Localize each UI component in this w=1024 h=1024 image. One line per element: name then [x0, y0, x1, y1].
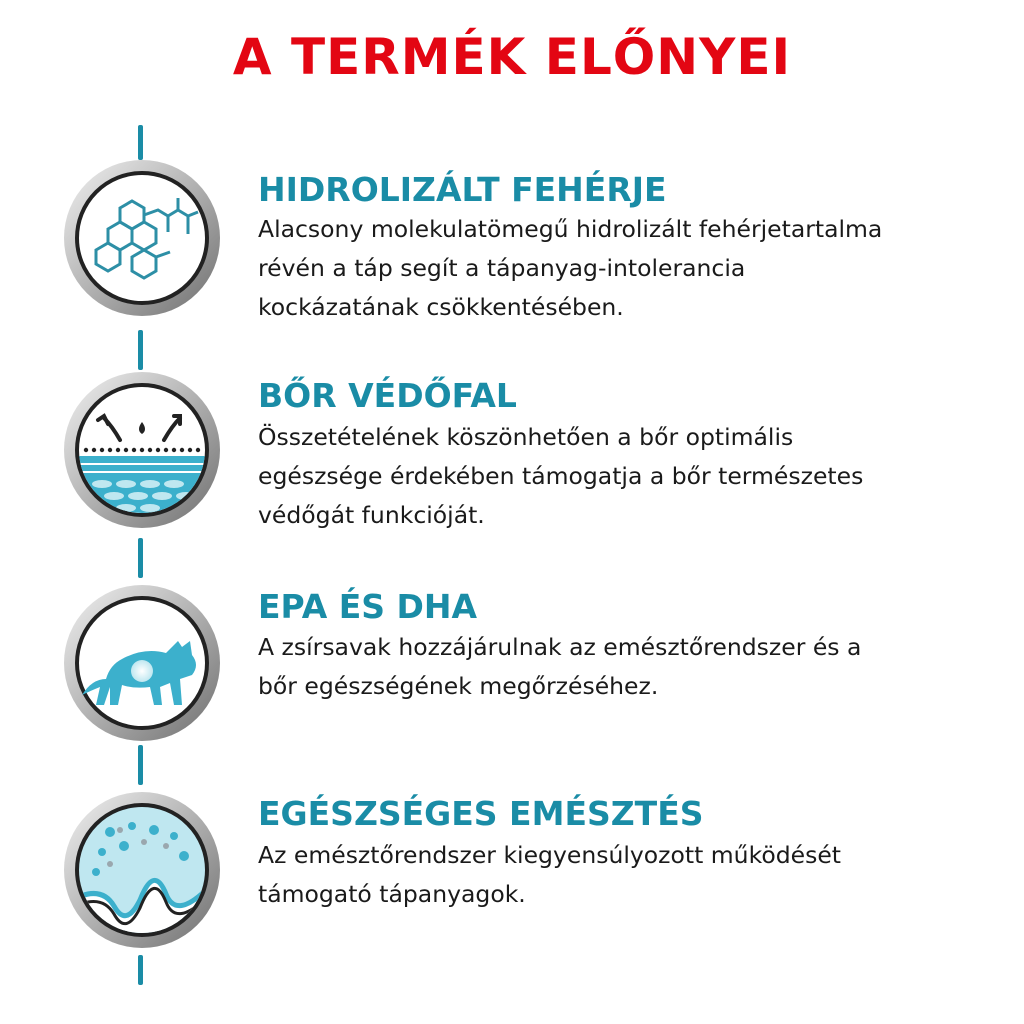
feature-hydrolyzed-protein — [0, 158, 1024, 321]
feature-description: Az emésztőrendszer kiegyensúlyozott működését támogató tápanyagok. — [258, 841, 842, 908]
feature-heading: EPA ÉS DHA — [258, 587, 478, 626]
feature-heading: HIDROLIZÁLT FEHÉRJE — [258, 170, 667, 209]
feature-healthy-digestion — [0, 790, 1024, 950]
cat-icon — [62, 583, 222, 743]
feature-description: A zsírsavak hozzájárulnak az emésztőrendszer és a bőr egészségének megőrzéséhez. — [258, 633, 862, 700]
feature-skin-barrier — [0, 370, 1024, 530]
page-title: A TERMÉK ELŐNYEI — [232, 28, 792, 86]
feature-heading: BŐR VÉDŐFAL — [258, 376, 517, 415]
molecule-icon — [62, 158, 222, 318]
intestine-icon — [62, 790, 222, 950]
feature-description: Összetételének köszönhetően a bőr optimális egészsége érdekében támogatja a bőr természetes védőgát funkcióját. — [258, 423, 864, 529]
feature-description: Alacsony molekulatömegű hidrolizált fehérjetartalma révén a táp segít a tápanyag-intolerancia kockázatának csökkentésében. — [258, 215, 883, 321]
feature-heading: EGÉSZSÉGES EMÉSZTÉS — [258, 794, 704, 833]
feature-epa-dha — [0, 583, 1024, 743]
skin-barrier-icon — [62, 370, 222, 530]
